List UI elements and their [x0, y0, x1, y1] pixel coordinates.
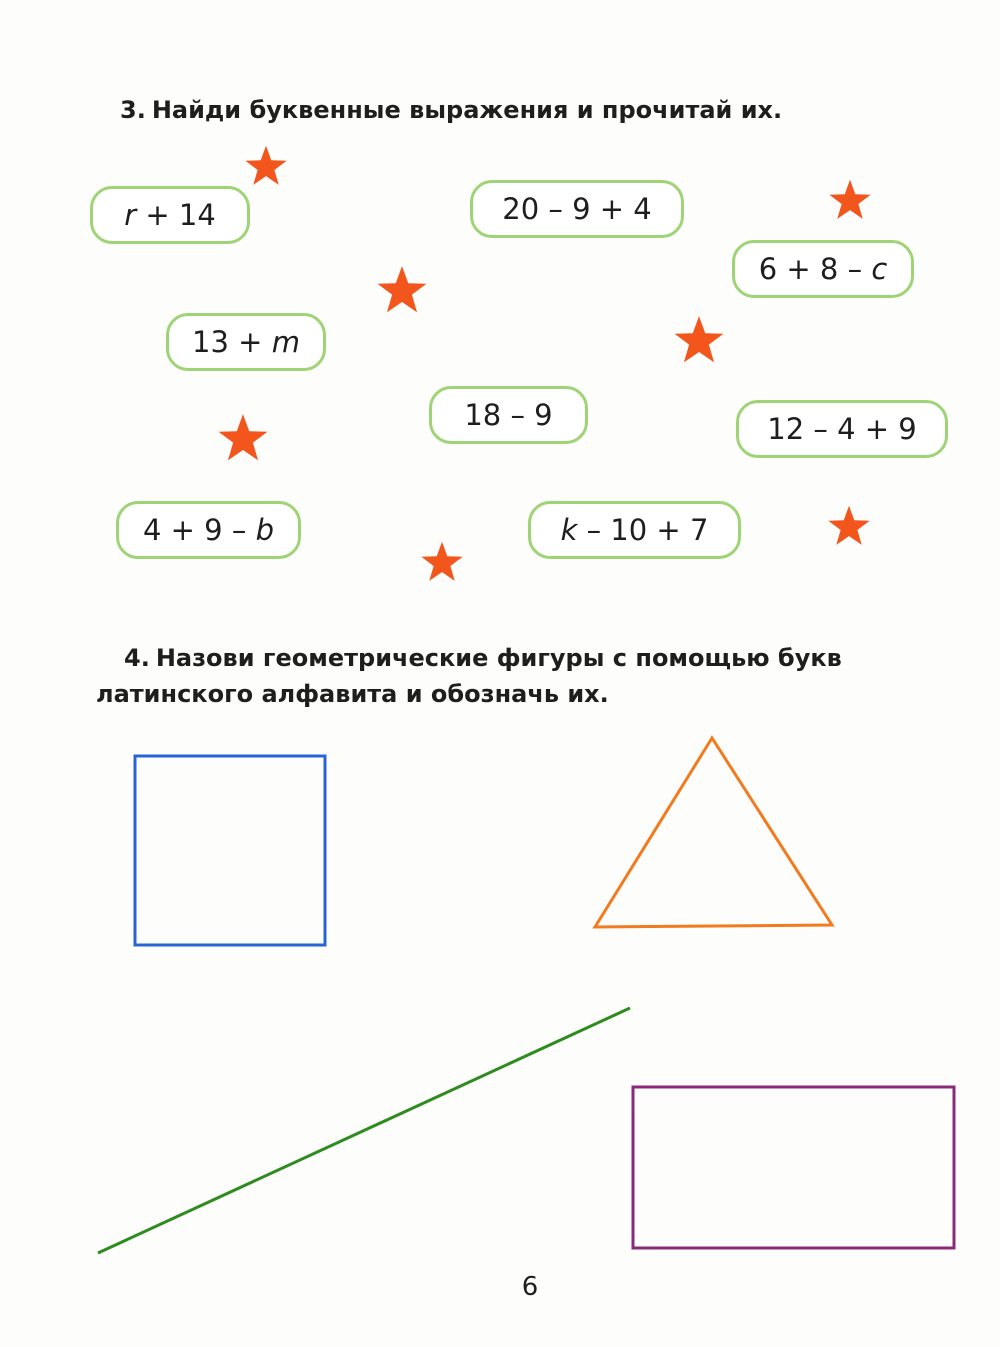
square-shape	[135, 756, 325, 945]
page-number: 6	[521, 1272, 539, 1302]
expression-text: k – 10 + 7	[560, 513, 709, 547]
expression-text: 6 + 8 – c	[758, 252, 888, 286]
expression-text: 18 – 9	[464, 398, 553, 432]
task-3-number: 3.	[120, 96, 146, 124]
expression-text: 13 + m	[192, 325, 300, 359]
expression-text: r + 14	[124, 198, 216, 232]
expression-text: 20 – 9 + 4	[502, 192, 652, 226]
expression-text: 4 + 9 – b	[143, 513, 274, 547]
triangle-shape	[595, 738, 832, 927]
rectangle-shape	[633, 1087, 954, 1248]
line-segment	[98, 1008, 630, 1253]
task-4-number: 4.	[124, 644, 150, 672]
task-4-text: Назови геометрические фигуры с помощью букв латинского алфавита и обозначь их.	[96, 644, 842, 708]
expression-text: 12 – 4 + 9	[767, 412, 917, 446]
task-3-text: Найди буквенные выражения и прочитай их.	[151, 96, 783, 124]
